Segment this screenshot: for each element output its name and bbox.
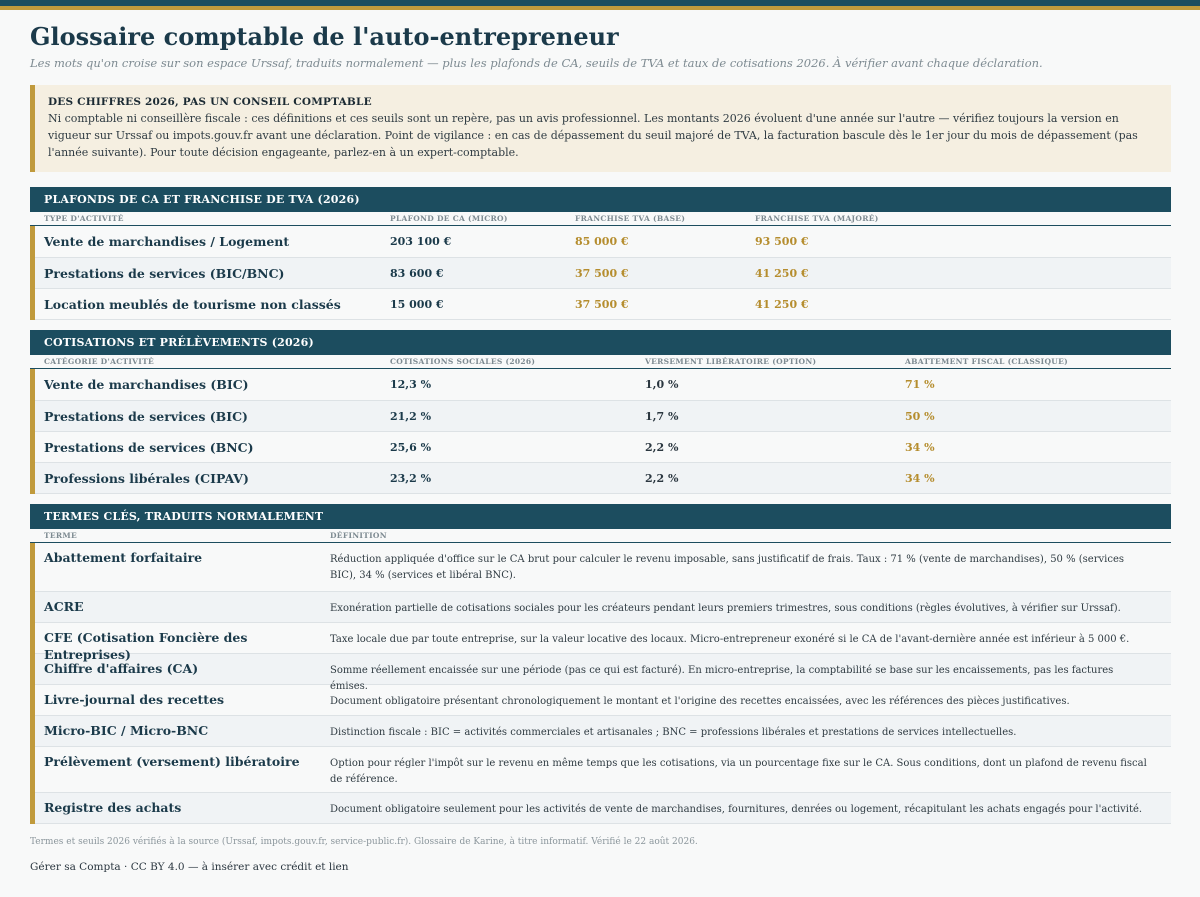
page-content [30, 22, 1171, 874]
col-categorie: CATÉGORIE D'ACTIVITÉ [44, 357, 154, 366]
plafonds-column-headers [30, 212, 1171, 226]
definition-cell: Document obligatoire seulement pour les activités de vente de marchandises, fournitures, denrées ou logement, récapitulant les achats engagés pour l'activité. [330, 804, 1143, 815]
col-type-activite: TYPE D'ACTIVITÉ [44, 214, 124, 223]
abattement-cell: 34 % [905, 471, 935, 485]
glossary-row [35, 543, 1171, 592]
categorie-cell: Professions libérales (CIPAV) [44, 470, 249, 486]
activite-cell: Vente de marchandises / Logement [44, 234, 290, 249]
table-row [35, 289, 1171, 320]
term-cell: Livre-journal des recettes [44, 692, 225, 707]
activite-cell: Location meublés de tourisme non classés [44, 296, 341, 312]
sociales-cell: 25,6 % [390, 440, 432, 454]
term-cell: Registre des achats [44, 800, 182, 815]
definition-cell: Option pour régler l'impôt sur le revenu en même temps que les cotisations, via un pourcentage fixe sur le CA. Sous conditions, dont un plafond de revenu fiscal de référence. [330, 758, 1147, 785]
categorie-cell: Prestations de services (BIC) [44, 408, 248, 424]
liberatoire-cell: 2,2 % [645, 440, 679, 454]
page-subtitle: Les mots qu'on croise sur son espace Urssaf, traduits normalement — plus les plafonds de CA, seuils de TVA et taux de cotisations 2026. À vérifier avant chaque déclaration. [30, 56, 1043, 70]
cotisations-column-headers [30, 355, 1171, 369]
liberatoire-cell: 1,7 % [645, 409, 679, 423]
definition-cell: Somme réellement encaissée sur une période (pas ce qui est facturé). En micro-entreprise, la comptabilité se base sur les encaissements, pas les factures émises. [330, 665, 1114, 692]
liberatoire-cell: 1,0 % [645, 378, 679, 391]
definition-cell: Document obligatoire présentant chronologiquement le montant et l'origine des recettes encaissées, avec les références des pièces justificatives. [330, 696, 1070, 707]
table-row [35, 401, 1171, 432]
table-row [35, 369, 1171, 401]
term-cell: Micro-BIC / Micro-BNC [44, 723, 209, 738]
glossary-row [35, 716, 1171, 747]
termes-rows [30, 543, 1171, 824]
franchise-majore-cell: 41 250 € [755, 266, 809, 280]
termes-column-headers [30, 529, 1171, 543]
cotisations-section [30, 330, 1171, 494]
abattement-cell: 50 % [905, 409, 935, 423]
termes-section [30, 504, 1171, 824]
glossary-row [35, 654, 1171, 692]
col-plafond: PLAFOND DE CA (MICRO) [390, 214, 508, 223]
cotisations-rows [30, 369, 1171, 494]
sociales-cell: 21,2 % [390, 409, 432, 423]
categorie-cell: Vente de marchandises (BIC) [44, 377, 249, 392]
sociales-cell: 23,2 % [390, 471, 432, 485]
term-cell: Prélèvement (versement) libératoire [44, 754, 300, 769]
term-cell: Chiffre d'affaires (CA) [44, 661, 199, 676]
term-cell: ACRE [44, 599, 84, 614]
col-terme: TERME [44, 531, 78, 540]
plafond-cell: 203 100 € [390, 235, 452, 248]
plafonds-section [30, 187, 1171, 320]
termes-heading: TERMES CLÉS, TRADUITS NORMALEMENT [30, 504, 1171, 529]
abattement-cell: 34 % [905, 440, 935, 454]
franchise-base-cell: 37 500 € [575, 266, 629, 280]
glossary-row [35, 793, 1171, 824]
activite-cell: Prestations de services (BIC/BNC) [44, 265, 285, 281]
source-footnote: Termes et seuils 2026 vérifiés à la source (Urssaf, impots.gouv.fr, service-public.fr). Glossaire de Karine, à titre informatif. Vérifié le 22 août 2026. [30, 837, 698, 847]
franchise-base-cell: 37 500 € [575, 297, 629, 311]
franchise-base-cell: 85 000 € [575, 235, 629, 248]
definition-cell: Taxe locale due par toute entreprise, sur la valeur locative des locaux. Micro-entrepreneur exonéré si le CA de l'avant-dernière année est inférieur à 5 000 €. [330, 634, 1130, 645]
plafond-cell: 83 600 € [390, 266, 444, 280]
disclaimer-notice [30, 85, 1171, 172]
glossary-row [35, 623, 1171, 662]
top-gold-bar [0, 6, 1200, 10]
col-versement-liberatoire: VERSEMENT LIBÉRATOIRE (OPTION) [645, 357, 817, 366]
sociales-cell: 12,3 % [390, 378, 432, 391]
term-cell: CFE (Cotisation Foncière des Entreprises) [44, 630, 248, 662]
col-franchise-base: FRANCHISE TVA (BASE) [575, 214, 686, 223]
definition-cell: Réduction appliquée d'office sur le CA brut pour calculer le revenu imposable, sans justificatif de frais. Taux : 71 % (vente de marchandises), 50 % (services BIC), 34 % (services et libéral BNC). [330, 554, 1125, 581]
plafonds-heading: PLAFONDS DE CA ET FRANCHISE DE TVA (2026) [30, 187, 1171, 212]
plafond-cell: 15 000 € [390, 297, 444, 311]
table-row [35, 463, 1171, 494]
definition-cell: Exonération partielle de cotisations sociales pour les créateurs pendant leurs premiers trimestres, sous conditions (règles évolutives, à vérifier sur Urssaf). [330, 603, 1121, 614]
col-franchise-majore: FRANCHISE TVA (MAJORÉ) [755, 214, 879, 223]
definition-cell: Distinction fiscale : BIC = activités commerciales et artisanales ; BNC = professions libérales et prestations de services intellectuelles. [330, 727, 1017, 738]
categorie-cell: Prestations de services (BNC) [44, 439, 254, 455]
cotisations-heading: COTISATIONS ET PRÉLÈVEMENTS (2026) [30, 330, 1171, 355]
col-cotisations-sociales: COTISATIONS SOCIALES (2026) [390, 357, 536, 366]
col-definition: DÉFINITION [330, 531, 387, 540]
glossary-row [35, 592, 1171, 623]
abattement-cell: 71 % [905, 378, 935, 391]
table-row [35, 432, 1171, 463]
notice-body: Ni comptable ni conseillère fiscale : ces définitions et ces seuils sont un repère, pas un avis professionnel. Les montants 2026 évoluent d'une année sur l'autre — vérifiez toujours la version en vigueur sur Urssaf ou impots.gouv.fr avant une déclaration. Point de vigilance : en cas de dépassement du seuil majoré de TVA, la facturation bascule dès le 1er jour du mois de dépassement (pas l'année suivante). Pour toute décision engageante, parlez-en à un expert-comptable. [48, 112, 1138, 159]
col-abattement: ABATTEMENT FISCAL (CLASSIQUE) [905, 357, 1068, 366]
table-row [35, 258, 1171, 289]
glossary-row [35, 747, 1171, 793]
franchise-majore-cell: 93 500 € [755, 235, 809, 248]
liberatoire-cell: 2,2 % [645, 471, 679, 485]
notice-title: DES CHIFFRES 2026, PAS UN CONSEIL COMPTABLE [48, 96, 372, 108]
license-credit: Gérer sa Compta · CC BY 4.0 — à insérer avec crédit et lien [30, 861, 349, 873]
page-title: Glossaire comptable de l'auto-entrepreneur [30, 22, 619, 51]
plafonds-rows [30, 226, 1171, 320]
table-row [35, 226, 1171, 258]
glossary-row [35, 685, 1171, 716]
franchise-majore-cell: 41 250 € [755, 297, 809, 311]
term-cell: Abattement forfaitaire [44, 550, 203, 565]
